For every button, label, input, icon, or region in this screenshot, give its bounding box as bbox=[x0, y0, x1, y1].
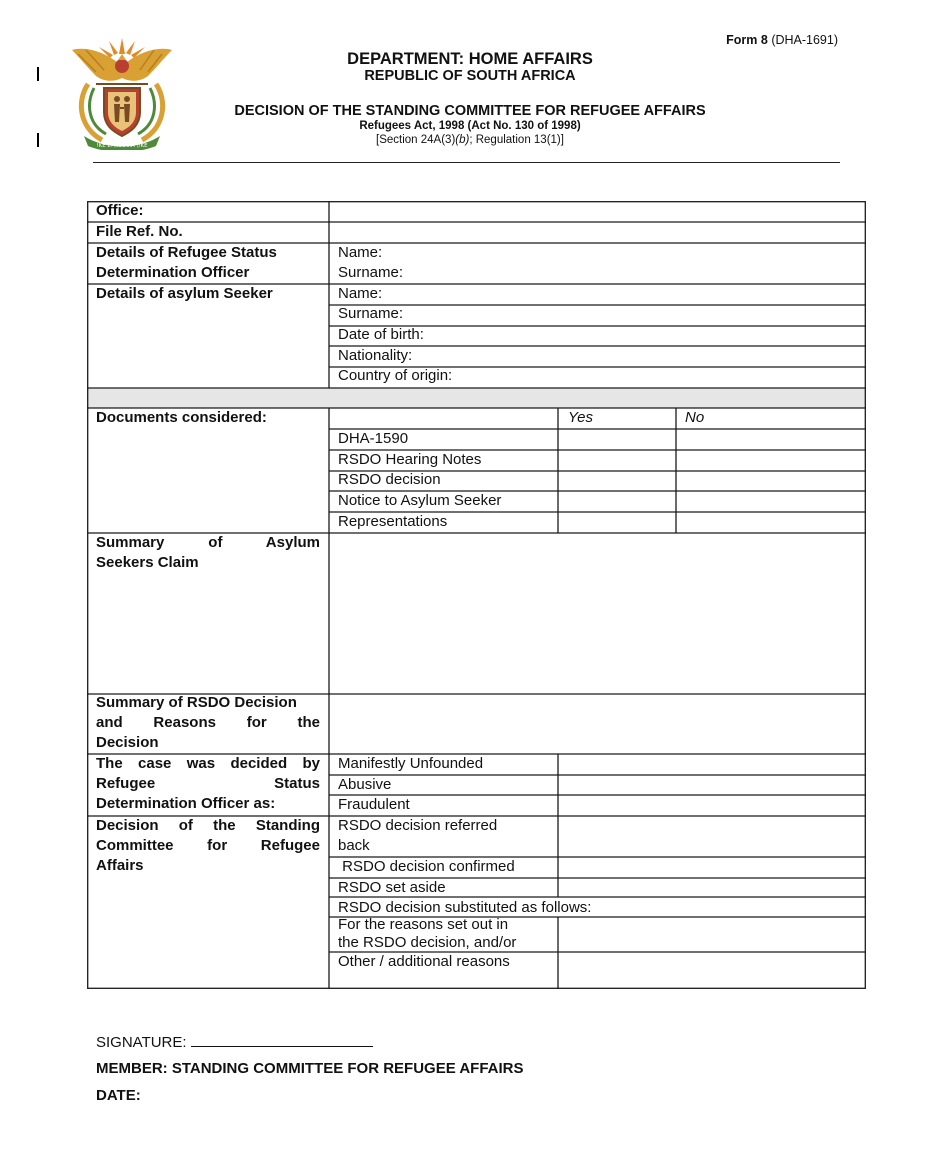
decided-label-1: The case was decided by bbox=[96, 755, 320, 772]
crest-motto: !KE E: /XARRA //KE bbox=[96, 143, 148, 149]
section-open: [Section 24A(3) bbox=[376, 134, 456, 146]
rsdo-surname-field[interactable]: Surname: bbox=[338, 264, 404, 281]
signature-underline[interactable] bbox=[191, 1033, 373, 1047]
document-item: RSDO decision bbox=[338, 471, 441, 488]
no-column-header: No bbox=[685, 409, 705, 426]
document-item: Representations bbox=[338, 513, 448, 530]
file-ref-label: File Ref. No. bbox=[96, 223, 183, 240]
separator-band bbox=[87, 388, 866, 408]
rsdo-name-field[interactable]: Name: bbox=[338, 244, 383, 261]
decided-label-3: Determination Officer as: bbox=[96, 795, 276, 812]
decision-option-referred-1[interactable]: RSDO decision referred bbox=[338, 817, 498, 834]
act-reference: Refugees Act, 1998 (Act No. 130 of 1998) bbox=[359, 120, 581, 132]
summary-rsdo-label-1: Summary of RSDO Decision bbox=[96, 694, 297, 711]
committee-label-2: Committee for Refugee bbox=[96, 837, 320, 854]
summary-rsdo-label-3: Decision bbox=[96, 734, 159, 751]
summary-claim-label-2: Seekers Claim bbox=[96, 554, 199, 571]
seeker-details-label: Details of asylum Seeker bbox=[96, 285, 273, 302]
rsdo-details-label-1: Details of Refugee Status bbox=[96, 244, 277, 261]
decision-option-set-aside[interactable]: RSDO set aside bbox=[338, 879, 446, 896]
reasons-option-2: the RSDO decision, and/or bbox=[338, 934, 517, 951]
decided-option[interactable]: Abusive bbox=[338, 776, 392, 793]
margin-mark bbox=[37, 133, 39, 147]
signature-label: SIGNATURE: bbox=[96, 1034, 187, 1051]
reasons-option-1[interactable]: For the reasons set out in bbox=[338, 916, 509, 933]
document-item: RSDO Hearing Notes bbox=[338, 451, 482, 468]
decided-label-2: Refugee Status bbox=[96, 775, 320, 792]
decision-option-confirmed[interactable]: RSDO decision confirmed bbox=[338, 858, 515, 875]
office-label: Office: bbox=[96, 202, 144, 219]
decided-option[interactable]: Manifestly Unfounded bbox=[338, 755, 484, 772]
committee-label-3: Affairs bbox=[96, 857, 144, 874]
summary-rsdo-label-2: and Reasons for the bbox=[96, 714, 320, 731]
margin-mark bbox=[37, 67, 39, 81]
decided-option[interactable]: Fraudulent bbox=[338, 796, 410, 813]
seeker-country-field[interactable]: Country of origin: bbox=[338, 367, 453, 384]
seeker-dob-field[interactable]: Date of birth: bbox=[338, 326, 424, 343]
form-table bbox=[87, 201, 866, 989]
signature-line[interactable] bbox=[96, 1033, 373, 1051]
republic-heading: REPUBLIC OF SOUTH AFRICA bbox=[364, 68, 576, 84]
header-divider bbox=[93, 162, 840, 163]
date-label: DATE: bbox=[96, 1087, 141, 1104]
committee-label-1: Decision of the Standing bbox=[96, 817, 320, 834]
decision-option-substituted[interactable]: RSDO decision substituted as follows: bbox=[338, 899, 592, 916]
documents-label: Documents considered: bbox=[96, 409, 267, 426]
section-reference bbox=[120, 134, 820, 146]
other-reasons-option[interactable]: Other / additional reasons bbox=[338, 953, 510, 970]
member-label: MEMBER: STANDING COMMITTEE FOR REFUGEE AFFAIRS bbox=[96, 1060, 524, 1077]
document-item: DHA-1590 bbox=[338, 430, 409, 447]
department-heading: DEPARTMENT: HOME AFFAIRS bbox=[347, 50, 593, 68]
form-number bbox=[700, 33, 838, 47]
seeker-name-field[interactable]: Name: bbox=[338, 285, 383, 302]
section-italic: (b) bbox=[455, 134, 470, 146]
page-title: DECISION OF THE STANDING COMMITTEE FOR REFUGEE AFFAIRS bbox=[234, 103, 706, 119]
decision-option-referred-2: back bbox=[338, 837, 370, 854]
rsdo-details-label-2: Determination Officer bbox=[96, 264, 250, 281]
yes-column-header: Yes bbox=[568, 409, 594, 426]
form-number-label: Form 8 bbox=[726, 33, 768, 47]
seeker-surname-field[interactable]: Surname: bbox=[338, 305, 404, 322]
form-code: (DHA-1691) bbox=[771, 33, 838, 47]
seeker-nationality-field[interactable]: Nationality: bbox=[338, 347, 413, 364]
document-item: Notice to Asylum Seeker bbox=[338, 492, 502, 509]
summary-claim-label-1: Summary of Asylum bbox=[96, 534, 320, 551]
section-close: ; Regulation 13(1)] bbox=[469, 134, 564, 146]
